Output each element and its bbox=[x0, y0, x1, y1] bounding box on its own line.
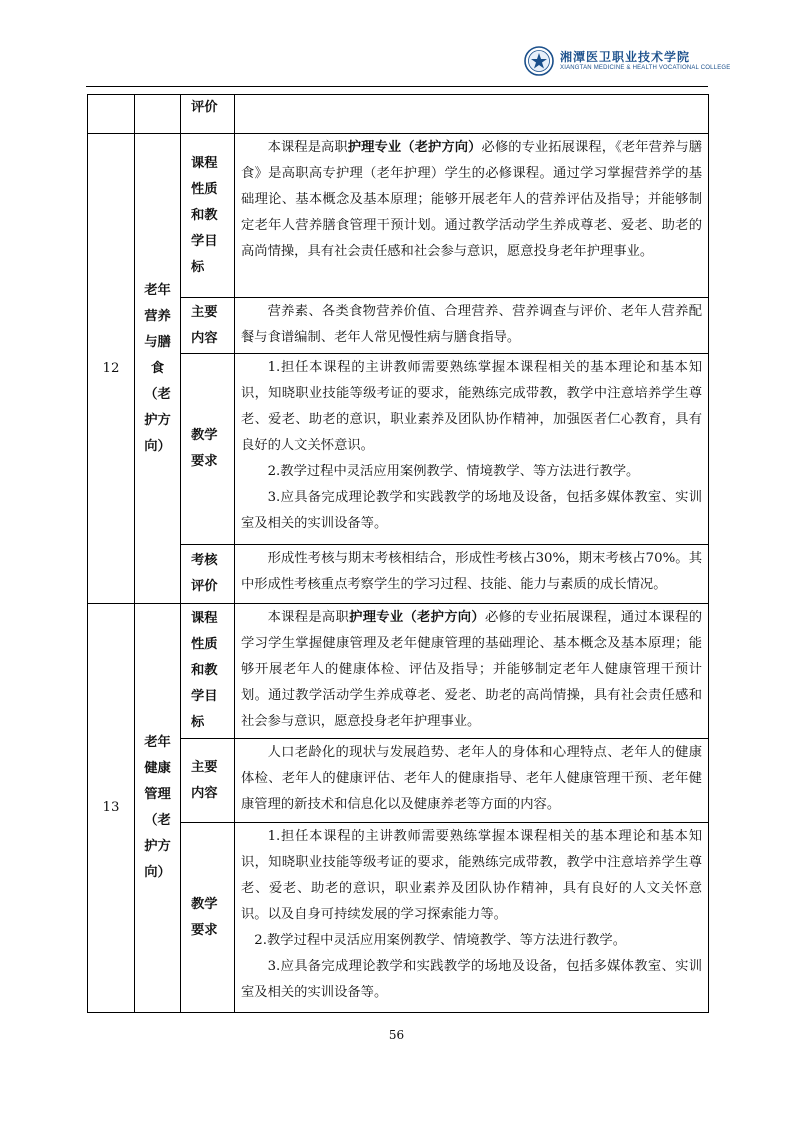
nature-pre-13: 本课程是高职 bbox=[267, 610, 350, 625]
eval-text-12: 形成性考核与期末考核相结合，形成性考核占30%，期末考核占70%。其中形成性考核重点考察学生的学习过程、技能、能力与素质的成长情况。 bbox=[241, 551, 702, 592]
req-1-12: 1.担任本课程的主讲教师需要熟练掌握本课程相关的基本理论和基本知识，知晓职业技能等级考证的要求，能熟练完成带教，教学中注意培养学生尊老、爱老、助老的意识，职业素养及团队协作精神，加强医者仁心教育，具有良好的人文关怀意识。 bbox=[241, 360, 702, 453]
label-eval-12: 考核评价 bbox=[181, 545, 235, 604]
page-number: 56 bbox=[388, 1028, 405, 1042]
table-row bbox=[88, 545, 709, 604]
content-text-13: 人口老龄化的现状与发展趋势、老年人的身体和心理特点、老年人的健康体检、老年人的健康评估、老年人的健康指导、老年人健康管理干预、老年健康管理的新技术和信息化以及健康养老等方面的内容。 bbox=[241, 745, 702, 812]
req-2-13: 2.教学过程中灵活应用案例教学、情境教学、等方法进行教学。 bbox=[254, 933, 626, 948]
college-name-cn: 湘潭医卫职业技术学院 bbox=[560, 50, 691, 64]
nature-bold-12: 护理专业（老护方向） bbox=[347, 140, 482, 155]
table-row bbox=[88, 298, 709, 354]
content-req-12 bbox=[235, 354, 709, 545]
name-cell-empty bbox=[135, 95, 181, 134]
nature-bold-13: 护理专业（老护方向） bbox=[349, 610, 485, 625]
header-rule bbox=[86, 86, 708, 87]
label-content-13: 主要内容 bbox=[181, 739, 235, 823]
course-name-12: 老年营养与膳食（老护方向） bbox=[135, 134, 181, 604]
college-emblem-icon bbox=[524, 46, 554, 76]
nature-post-12: 必修的专业拓展课程，《老年营养与膳食》是高职高专护理（老年护理）学生的必修课程。通过学习掌握营养学的基础理论、基本概念及基本原理；能够开展老年人的营养评估及指导；并能够制定老年人营养膳食管理干预计划。通过教学活动学生养成尊老、爱老、助老的高尚情操，具有社会责任感和社会参与意识，愿意投身老年护理事业。 bbox=[241, 140, 702, 259]
course-number-12: 12 bbox=[88, 134, 135, 604]
row-content-empty bbox=[235, 95, 709, 134]
table-row bbox=[88, 354, 709, 545]
content-nature-12 bbox=[235, 134, 709, 298]
label-nature-12: 课程性质和教学目标 bbox=[181, 134, 235, 298]
college-logo bbox=[524, 44, 730, 78]
course-name-13: 老年健康管理（老护方向） bbox=[135, 604, 181, 1013]
content-nature-13 bbox=[235, 604, 709, 739]
req-3-12: 3.应具备完成理论教学和实践教学的场地及设备，包括多媒体教室、实训室及相关的实训设备等。 bbox=[241, 490, 702, 531]
content-text-12: 营养素、各类食物营养价值、合理营养、营养调查与评价、老年人营养配餐与食谱编制、老年人常见慢性病与膳食指导。 bbox=[241, 304, 702, 345]
course-number-13: 13 bbox=[88, 604, 135, 1013]
table-row bbox=[88, 134, 709, 298]
nature-pre-12: 本课程是高职 bbox=[267, 140, 348, 155]
req-1-13: 1.担任本课程的主讲教师需要熟练掌握本课程相关的基本理论和基本知识，知晓职业技能等级考证的要求，能熟练完成带教，教学中注意培养学生尊老、爱老、助老的意识，职业素养及团队协作精神，具有良好的人文关怀意识。以及自身可持续发展的学习探索能力等。 bbox=[241, 829, 702, 922]
label-nature-13: 课程性质和教学目标 bbox=[181, 604, 235, 739]
content-req-13 bbox=[235, 823, 709, 1013]
label-req-13: 教学要求 bbox=[181, 823, 235, 1013]
label-req-12: 教学要求 bbox=[181, 354, 235, 545]
content-main-13 bbox=[235, 739, 709, 823]
num-cell-empty bbox=[88, 95, 135, 134]
nature-post-13: 必修的专业拓展课程，通过本课程的学习学生掌握健康管理及老年健康管理的基础理论、基本概念及基本原理；能够开展老年人的健康体检、评估及指导；并能够制定老年人健康管理干预计划。通过教学活动学生养成尊老、爱老、助老的高尚情操，具有社会责任感和社会参与意识，愿意投身老年护理事业。 bbox=[241, 610, 703, 729]
content-main-12 bbox=[235, 298, 709, 354]
label-content-12: 主要内容 bbox=[181, 298, 235, 354]
req-2-12: 2.教学过程中灵活应用案例教学、情境教学、等方法进行教学。 bbox=[267, 464, 640, 479]
table-row bbox=[88, 739, 709, 823]
table-row bbox=[88, 604, 709, 739]
table-row bbox=[88, 95, 709, 134]
content-eval-12 bbox=[235, 545, 709, 604]
college-name-en: XIANGTAN MEDICINE & HEALTH VOCATIONAL COLLEGE bbox=[560, 65, 731, 71]
course-table bbox=[87, 94, 709, 1013]
table-row bbox=[88, 823, 709, 1013]
req-3-13: 3.应具备完成理论教学和实践教学的场地及设备，包括多媒体教室、实训室及相关的实训设备等。 bbox=[241, 959, 702, 1000]
row-label-eval-cont: 评价 bbox=[181, 95, 235, 134]
